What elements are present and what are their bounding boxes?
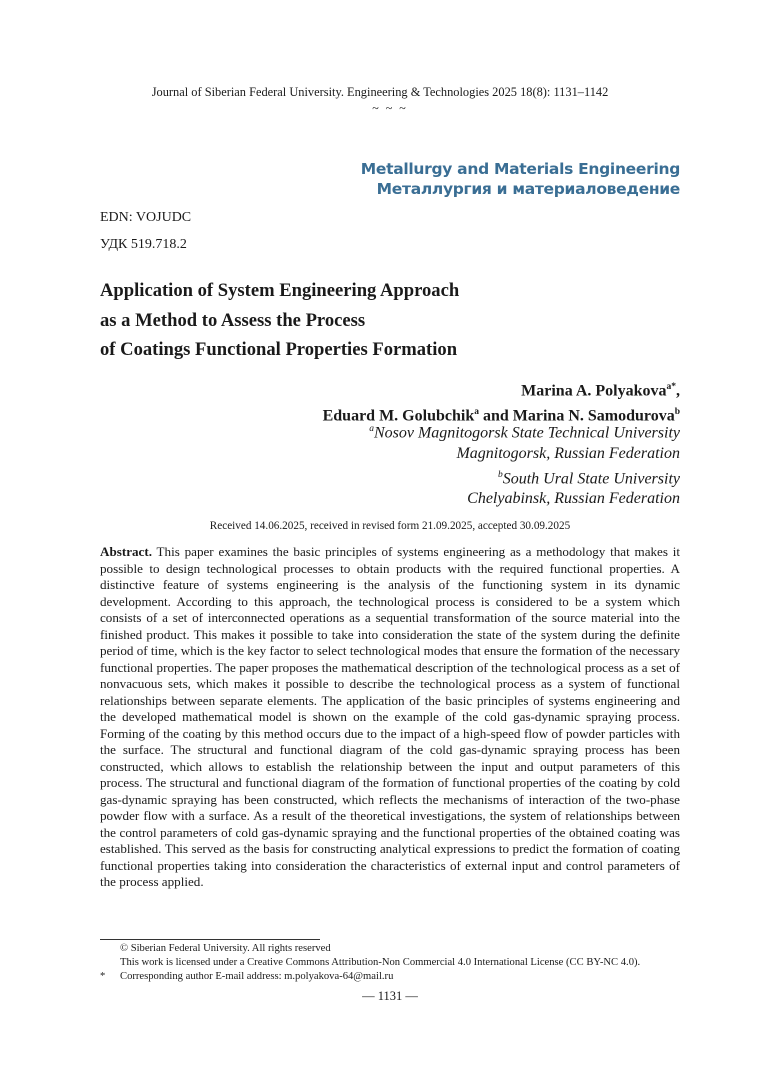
author-1-comma: , bbox=[676, 382, 680, 400]
author-2-affil-mark: a bbox=[474, 406, 479, 417]
author-1: Marina A. Polyakova bbox=[521, 382, 667, 400]
title-line-2: as a Method to Assess the Process bbox=[100, 309, 366, 331]
author-3-affil-mark: b bbox=[674, 406, 680, 417]
affiliation-1-name: Nosov Magnitogorsk State Technical University bbox=[373, 424, 680, 442]
section-title-en: Metallurgy and Materials Engineering bbox=[360, 160, 680, 178]
title-line-3: of Coatings Functional Properties Formation bbox=[100, 339, 458, 360]
received-dates: Received 14.06.2025, received in revised form 21.09.2025, accepted 30.09.2025 bbox=[209, 520, 571, 532]
footnote-star: * bbox=[100, 971, 106, 982]
footnote-divider bbox=[100, 939, 320, 940]
affiliation-2-name: South Ural State University bbox=[502, 469, 680, 487]
affiliation-2-city: Chelyabinsk, Russian Federation bbox=[467, 490, 680, 508]
udk-code: УДК 519.718.2 bbox=[100, 237, 187, 252]
abstract-text: This paper examines the basic principles of systems engineering as a methodology that makes it possible to design technological processes to obtain products with the required functional properties. A distinctive feature of systems engineering is the analysis of the functioning system in its dynamic development. According to this approach, the technological process is considered to be a system which consists of a set of interconnected operations as a sequential transformation of the source material into the finished product. This makes it possible to take into consideration the state of the system during the definite period of time, which is the key factor to select technological modes that ensure the formation of the necessary functional properties. The paper proposes the mathematical description of the technological process as a set of nonvacuous sets, which makes it possible to describe the technological process as a system of functional relationships between separate elements. The application of the basic principles of systems engineering and the developed mathematical model is shown on the example of the cold gas-dynamic spraying process. Forming of the coating by this method occurs due to the impact of a high-speed flow of powder particles with the surface. The structural and functional diagram of the cold gas-dynamic spraying process has been constructed, which allows to establish the relationship between the input and output parameters of this process. The structural and functional diagram of the formation of functional properties of the coating by cold gas-dynamic spraying has been constructed, which reflects the mechanisms of interaction of the two-phase powder flow with a surface. As a result of the theoretical investigations, the system of relationships between the control parameters of cold gas-dynamic spraying and the functional properties of the obtained coating was established. This served as the basis for constructing analytical expressions to predict the formation of coating functional properties taking into consideration the characteristics of external input and control parameters of the process applied. bbox=[100, 544, 680, 889]
author-1-affil-mark: a* bbox=[666, 382, 676, 392]
header-separator: ~ ~ ~ bbox=[372, 101, 408, 115]
affiliation-2-mark: b bbox=[497, 469, 503, 480]
author-2: Eduard M. Golubchik bbox=[322, 407, 475, 425]
footnote-corresponding: Corresponding author E-mail address: m.polyakova-64@mail.ru bbox=[120, 971, 394, 982]
paper-title bbox=[100, 276, 580, 365]
edn-id: EDN: VOJUDC bbox=[100, 210, 192, 225]
section-title-ru: Металлургия и материаловедение bbox=[376, 180, 680, 198]
author-conjunction: and bbox=[478, 407, 513, 425]
affiliation-1-mark: a bbox=[369, 424, 374, 434]
page-number: — 1131 — bbox=[362, 989, 418, 1003]
author-line-1 bbox=[323, 377, 680, 402]
footnote-license: This work is licensed under a Creative Commons Attribution-Non Commercial 4.0 International License (CC BY-NC 4.0). bbox=[120, 957, 641, 968]
affiliation-2 bbox=[369, 465, 680, 490]
affiliations bbox=[369, 419, 680, 510]
author-3: Marina N. Samodurova bbox=[512, 407, 675, 425]
affiliation-1-city: Magnitogorsk, Russian Federation bbox=[456, 444, 680, 462]
abstract bbox=[100, 544, 680, 891]
abstract-label: Abstract. bbox=[100, 544, 152, 559]
title-line-1: Application of System Engineering Approach bbox=[100, 280, 460, 301]
footnote-copyright: © Siberian Federal University. All rights reserved bbox=[120, 943, 331, 954]
journal-header: Journal of Siberian Federal University. Engineering & Technologies 2025 18(8): 1131–1142 bbox=[151, 85, 609, 99]
affiliation-1 bbox=[369, 419, 680, 444]
